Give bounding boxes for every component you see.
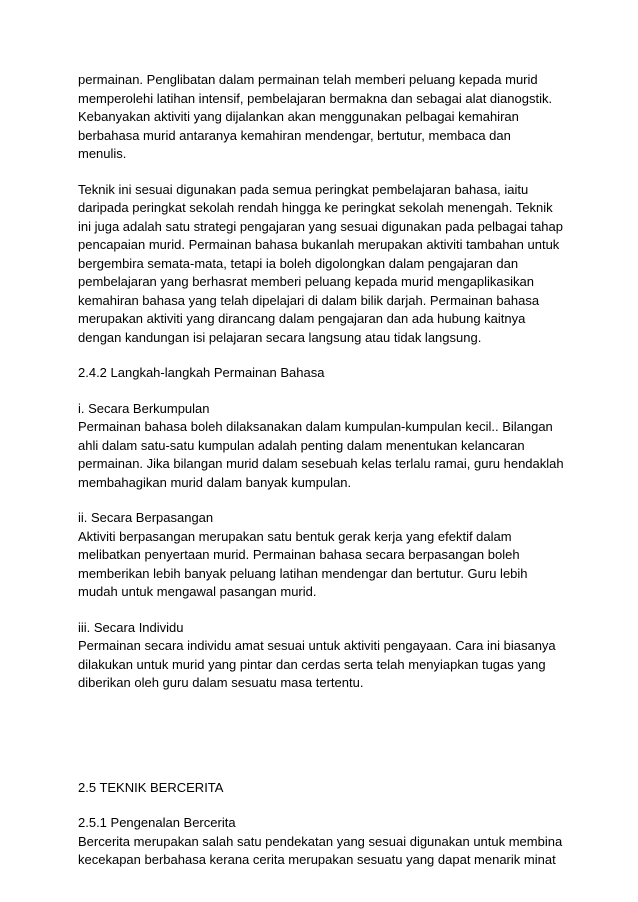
paragraph-individu xyxy=(78,619,568,693)
text-line: kemahiran bahasa yang telah dipelajari di dalam bilik darjah. Permainan bahasa xyxy=(78,292,540,308)
text-line: permainan. Penglibatan dalam permainan telah memberi peluang kepada murid xyxy=(78,72,538,87)
section-heading-2-4-2 xyxy=(78,364,568,383)
text-line: permainan. Jika bilangan murid dalam sesebuah kelas terlalu ramai, guru hendaklah xyxy=(78,456,564,471)
text-line: daripada peringkat sekolah rendah hingga ke peringkat sekolah menengah. Teknik xyxy=(78,200,553,215)
text-line: Bercerita merupakan salah satu pendekatan yang sesuai digunakan untuk membina xyxy=(78,833,563,849)
section-heading-2-5 xyxy=(78,779,568,798)
spacer xyxy=(78,602,568,619)
heading-text: 2.4.2 Langkah-langkah Permainan Bahasa xyxy=(78,365,325,380)
text-line: ahli dalam satu-satu kumpulan adalah penting dalam menentukan kelancaran xyxy=(78,437,525,453)
paragraph-berkumpulan xyxy=(78,400,568,493)
text-line: menulis. xyxy=(78,146,127,161)
text-line: Kebanyakan aktiviti yang dijalankan akan menggunakan pelbagai kemahiran xyxy=(78,109,519,124)
text-line: bergembira semata-mata, tetapi ia boleh digolongkan dalam pengajaran dan xyxy=(78,255,519,271)
text-line: iii. Secara Individu xyxy=(78,619,184,635)
text-line: Permainan bahasa boleh dilaksanakan dalam kumpulan-kumpulan kecil.. Bilangan xyxy=(78,419,553,434)
text-line: i. Secara Berkumpulan xyxy=(78,400,210,416)
spacer xyxy=(78,383,568,400)
document-page xyxy=(78,71,568,870)
text-line: Permainan secara individu amat sesuai untuk aktiviti pengayaan. Cara ini biasanya xyxy=(78,638,556,653)
text-line: Aktiviti berpasangan merupakan satu bentuk gerak kerja yang efektif dalam xyxy=(78,528,512,544)
text-line: ii. Secara Berpasangan xyxy=(78,510,214,525)
text-line: berbahasa murid antaranya kemahiran mendengar, bertutur, membaca dan xyxy=(78,127,511,143)
spacer xyxy=(78,797,568,814)
paragraph-teknik xyxy=(78,181,568,348)
spacer xyxy=(78,693,568,779)
spacer xyxy=(78,347,568,364)
text-line: mudah untuk mengawal pasangan murid. xyxy=(78,584,317,599)
spacer xyxy=(78,492,568,509)
text-line: membahagikan murid dalam banyak kumpulan. xyxy=(78,474,352,490)
text-line: memperolehi latihan intensif, pembelajaran bermakna dan sebagai alat dianogstik. xyxy=(78,90,553,106)
text-line: dengan kandungan isi pelajaran secara langsung atau tidak langsung. xyxy=(78,329,482,345)
text-line: 2.5.1 Pengenalan Bercerita xyxy=(78,815,236,830)
spacer xyxy=(78,164,568,181)
text-line: ini juga adalah satu strategi pengajaran yang sesuai digunakan pada pelbagai tahap xyxy=(78,218,563,234)
text-line: Teknik ini sesuai digunakan pada semua peringkat pembelajaran bahasa, iaitu xyxy=(78,181,529,197)
text-line: merupakan aktiviti yang dirancang dalam pengajaran dan ada hubung kaitnya xyxy=(78,311,526,326)
text-line: pencapaian murid. Permainan bahasa bukanlah merupakan aktiviti tambahan untuk xyxy=(78,237,560,252)
heading-text: 2.5 TEKNIK BERCERITA xyxy=(78,779,224,795)
paragraph-permainan-intro xyxy=(78,71,568,164)
text-line: melibatkan penyertaan murid. Permainan bahasa secara berpasangan boleh xyxy=(78,547,520,562)
text-line: pembelajaran yang berhasrat memberi peluang kepada murid mengaplikasikan xyxy=(78,274,534,289)
text-line: diberikan oleh guru dalam sesuatu masa tertentu. xyxy=(78,675,364,690)
text-line: kecekapan berbahasa kerana cerita merupakan sesuatu yang dapat menarik minat xyxy=(78,852,556,867)
paragraph-bercerita xyxy=(78,814,568,870)
paragraph-berpasangan xyxy=(78,509,568,602)
text-line: dilakukan untuk murid yang pintar dan cerdas serta telah menyiapkan tugas yang xyxy=(78,656,546,672)
text-line: memberikan lebih banyak peluang latihan mendengar dan bertutur. Guru lebih xyxy=(78,565,528,581)
